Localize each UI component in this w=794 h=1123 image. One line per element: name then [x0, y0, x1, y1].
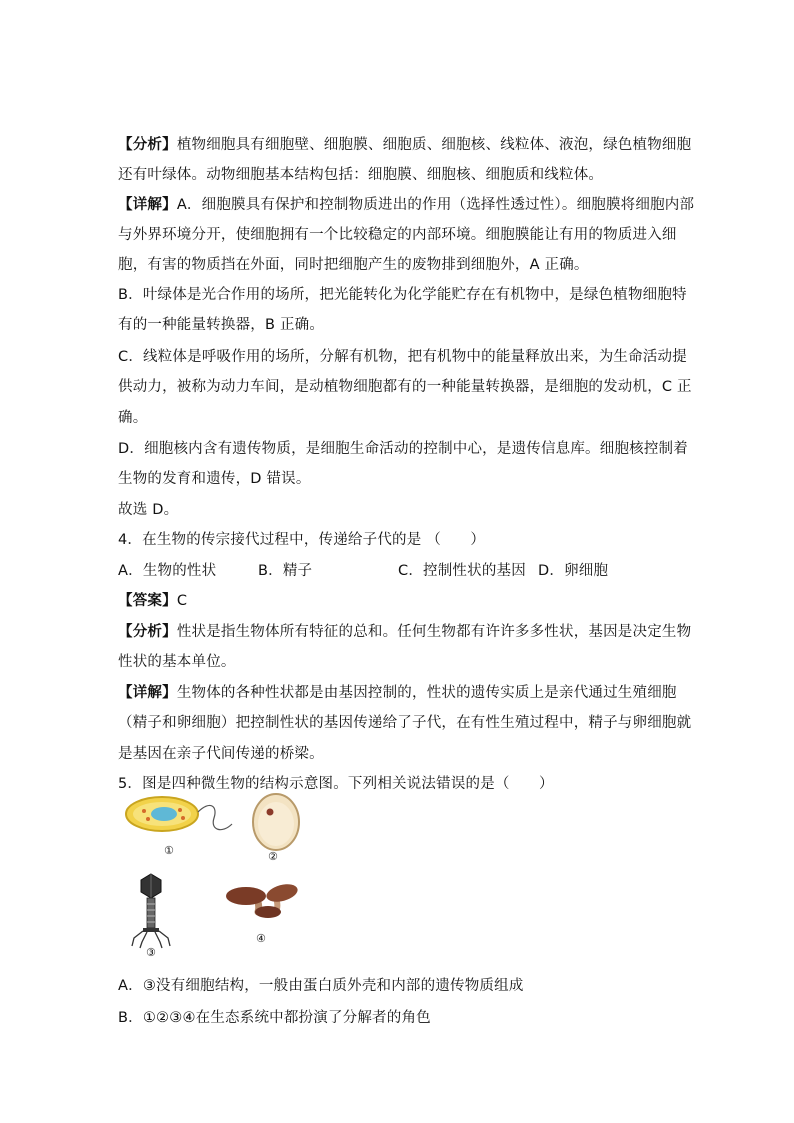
text-line: 性状的基本单位。 — [118, 654, 236, 670]
text-line: C．线粒体是呼吸作用的场所，分解有机物，把有机物中的能量释放出来，为生命活动提 — [118, 349, 687, 365]
text-line: 与外界环境分开，使细胞拥有一个比较稳定的内部环境。细胞膜能让有用的物质进入细 — [118, 227, 677, 243]
text-line: 【分析】性状是指生物体所有特征的总和。任何生物都有许许多多性状，基因是决定生物 — [118, 624, 692, 640]
question-4-options — [118, 561, 678, 581]
microorganism-figure — [118, 786, 318, 959]
question-5-option-b: B．①②③④在生态系统中都扮演了分解者的角色 — [118, 1010, 431, 1026]
bacteriophage-icon — [132, 874, 170, 948]
text-line: 【详解】A．细胞膜具有保护和控制物质进出的作用（选择性透过性）。细胞膜将细胞内部 — [118, 197, 695, 213]
text-line: 【分析】植物细胞具有细胞壁、细胞膜、细胞质、细胞核、线粒体、液泡，绿色植物细胞 — [118, 137, 692, 153]
bacterium-icon — [126, 797, 232, 831]
yeast-icon — [253, 794, 299, 850]
text-line: 有的一种能量转换器，B 正确。 — [118, 317, 325, 333]
text-line: B．叶绿体是光合作用的场所，把光能转化为化学能贮存在有机物中，是绿色植物细胞特 — [118, 287, 687, 303]
text-line: 故选 D。 — [118, 502, 179, 518]
text-line: 生物的发育和遗传，D 错误。 — [118, 471, 311, 487]
option-b: B．精子 — [258, 563, 313, 579]
question-5-option-a: A．③没有细胞结构，一般由蛋白质外壳和内部的遗传物质组成 — [118, 978, 524, 994]
question-4-stem: 4．在生物的传宗接代过程中，传递给子代的是 （ ） — [118, 532, 486, 548]
text-line: D．细胞核内含有遗传物质，是细胞生命活动的控制中心，是遗传信息库。细胞核控制着 — [118, 441, 688, 457]
figure-label-2: ② — [268, 850, 278, 863]
text-line: 还有叶绿体。动物细胞基本结构包括：细胞膜、细胞核、细胞质和线粒体。 — [118, 167, 604, 183]
option-d: D．卵细胞 — [538, 563, 609, 579]
mushroom-icon — [226, 881, 300, 918]
text-line: 胞，有害的物质挡在外面，同时把细胞产生的废物排到细胞外，A 正确。 — [118, 257, 589, 273]
figure-label-3: ③ — [146, 946, 156, 959]
answer-line: 【答案】C — [118, 593, 188, 609]
option-a: A．生物的性状 — [118, 563, 217, 579]
text-line: （精子和卵细胞）把控制性状的基因传递给了子代，在有性生殖过程中，精子与卵细胞就 — [118, 715, 692, 731]
microorganism-illustration — [118, 786, 318, 956]
question-5-stem: 5．图是四种微生物的结构示意图。下列相关说法错误的是（ ） — [118, 776, 554, 792]
figure-label-1: ① — [164, 844, 174, 857]
text-line: 供动力，被称为动力车间，是动植物细胞都有的一种能量转换器，是细胞的发动机，C 正 — [118, 379, 692, 395]
option-c: C．控制性状的基因 — [398, 563, 526, 579]
figure-label-4: ④ — [256, 932, 266, 945]
text-line: 是基因在亲子代间传递的桥梁。 — [118, 746, 324, 762]
text-line: 【详解】生物体的各种性状都是由基因控制的，性状的遗传实质上是亲代通过生殖细胞 — [118, 685, 677, 701]
text-line: 确。 — [118, 410, 148, 426]
